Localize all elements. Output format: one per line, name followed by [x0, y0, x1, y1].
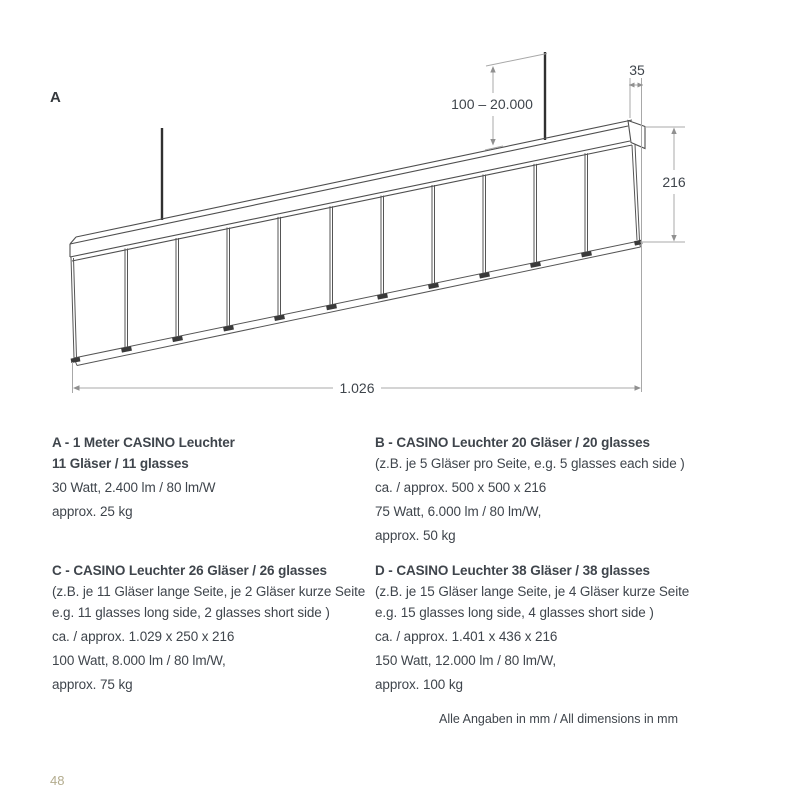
product-b-spec-wattage: 75 Watt, 6.000 lm / 80 lm/W, [375, 504, 542, 519]
product-d-subtitle-line1: (z.B. je 15 Gläser lange Seite, je 4 Gläser kurze Seite [375, 584, 690, 599]
divider-feet [71, 242, 642, 361]
product-block-b [375, 432, 705, 548]
product-d-spec-wattage: 150 Watt, 12.000 lm / 80 lm/W, [375, 653, 557, 668]
product-a-spec-weight: approx. 25 kg [52, 504, 133, 519]
product-d-spec-weight: approx. 100 kg [375, 677, 463, 692]
dim-bar-width-label: 35 [629, 62, 645, 78]
product-b-spec-size: ca. / approx. 500 x 500 x 216 [375, 480, 547, 495]
product-a-title-line1: A - 1 Meter CASINO Leuchter [52, 435, 235, 450]
product-c-title: C - CASINO Leuchter 26 Gläser / 26 glasses [52, 563, 327, 578]
dimension-bar-width [629, 62, 645, 392]
product-a-spec-wattage: 30 Watt, 2.400 lm / 80 lm/W [52, 480, 216, 495]
product-d-spec-size: ca. / approx. 1.401 x 436 x 216 [375, 629, 558, 644]
product-b-subtitle: (z.B. je 5 Gläser pro Seite, e.g. 5 glasses each side ) [375, 456, 685, 471]
dim-height-label: 216 [662, 174, 686, 190]
product-a-title-line2: 11 Gläser / 11 glasses [52, 456, 189, 471]
dim-suspension-range-label: 100 – 20.000 [451, 96, 533, 112]
dimension-suspension-range [451, 54, 547, 151]
product-block-a [52, 432, 352, 524]
product-c-spec-size: ca. / approx. 1.029 x 250 x 216 [52, 629, 235, 644]
product-c-spec-wattage: 100 Watt, 8.000 lm / 80 lm/W, [52, 653, 226, 668]
product-b-spec-weight: approx. 50 kg [375, 528, 456, 543]
fixture-bar [70, 120, 645, 261]
product-block-d [375, 560, 705, 697]
dimension-height [640, 127, 686, 242]
dim-length-label: 1.026 [339, 380, 375, 396]
product-d-title: D - CASINO Leuchter 38 Gläser / 38 glasses [375, 563, 650, 578]
page-number: 48 [50, 773, 65, 788]
product-c-subtitle-line1: (z.B. je 11 Gläser lange Seite, je 2 Gläser kurze Seite [52, 584, 366, 599]
product-c-spec-weight: approx. 75 kg [52, 677, 133, 692]
view-label: A [50, 89, 61, 106]
product-b-title: B - CASINO Leuchter 20 Gläser / 20 glasses [375, 435, 650, 450]
product-c-subtitle-line2: e.g. 11 glasses long side, 2 glasses short side ) [52, 605, 330, 620]
product-block-c [52, 560, 382, 697]
dimension-length [73, 362, 642, 396]
units-note: Alle Angaben in mm / All dimensions in mm [439, 712, 678, 726]
product-d-subtitle-line2: e.g. 15 glasses long side, 4 glasses short side ) [375, 605, 654, 620]
